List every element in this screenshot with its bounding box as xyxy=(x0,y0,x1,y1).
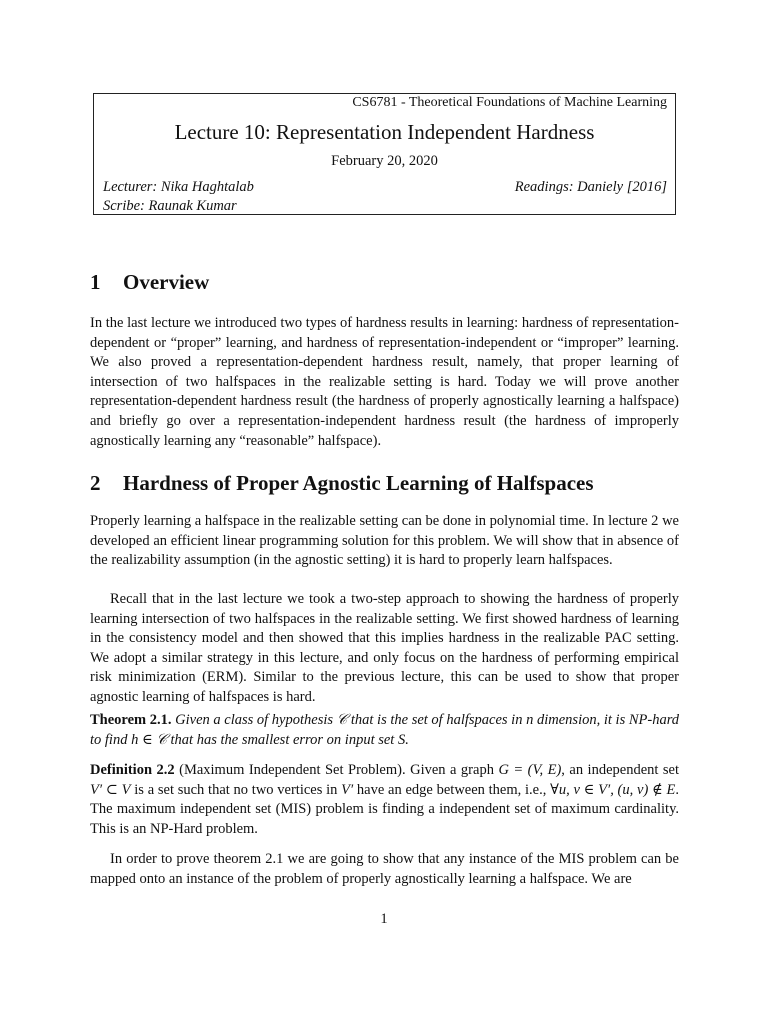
theorem-label: Theorem 2.1. xyxy=(90,712,172,728)
definition-label: Definition 2.2 xyxy=(90,762,175,778)
lecture-title: Lecture 10: Representation Independent Hardness xyxy=(174,120,595,144)
lecture-date: February 20, 2020 xyxy=(331,153,438,169)
readings-line: Readings: Daniely [2016] xyxy=(514,179,667,195)
theorem-text: Given a class of hypothesis 𝒞 that is the set of halfspaces in n dimension, it is NP-hard to find h ∈ 𝒞 that has the smallest error on input set S. xyxy=(90,712,680,748)
theorem-2-1 xyxy=(90,711,679,750)
definition-name: (Maximum Independent Set Problem). xyxy=(174,762,406,778)
section2-paragraph-2: Recall that in the last lecture we took a two-step approach to showing the hardness of properly learning intersection of two halfspaces in the realizable setting. We first showed hardness of learning in the consistency model and then showed that this implies hardness in the realizable PAC setting. We adopt a similar strategy in this lecture, and only focus on the hardness of performing empirical risk minimization (ERM). Similar to the previous lecture, this can be used to show that proper agnostic learning of halfspaces is hard. xyxy=(90,591,679,705)
section-heading-hardness xyxy=(90,471,594,496)
definition-2-2: Definition 2.2 (Maximum Independent Set Problem). Given a graph G = (V, E), an independent set V′ ⊂ V is a set such that no two vertices in V′ have an edge between them, i.e., ∀u, v ∈ V′, (u, v) ∉ E. The maximum independent set (MIS) problem is finding a independent set of maximum cardinality. This is an NP-Hard problem. xyxy=(90,762,680,837)
scribe-line: Scribe: Raunak Kumar xyxy=(103,198,237,214)
page-number: 1 xyxy=(380,911,388,927)
lecture-header-box xyxy=(93,93,676,215)
section-number: 2 xyxy=(90,471,101,495)
lecturer-line: Lecturer: Nika Haghtalab xyxy=(103,179,254,195)
section2-paragraph-1: Properly learning a halfspace in the realizable setting can be done in polynomial time. In lecture 2 we developed an efficient linear programming solution for this problem. We will show that in absence of the realizability assumption (in the agnostic setting) it is hard to properly learn halfspaces. xyxy=(90,513,679,569)
section-title: Overview xyxy=(123,270,210,294)
overview-paragraph: In the last lecture we introduced two types of hardness results in learning: hardness of representation-dependent or “proper” learning, and hardness of representation-independent or “improper” learning. We also proved a representation-dependent hardness result, namely, that proper learning of intersection of two halfspaces in the realizable setting is hard. Today we will prove another representation-dependent hardness result (the hardness of properly agnostically learning a halfspace) and briefly go over a representation-independent hardness result (the hardness of improperly agnostically learning any “reasonable” halfspace). xyxy=(90,315,679,449)
section-title: Hardness of Proper Agnostic Learning of Halfspaces xyxy=(123,471,594,495)
final-paragraph: In order to prove theorem 2.1 we are going to show that any instance of the MIS problem can be mapped onto an instance of the problem of properly agnostically learning a halfspace. We are xyxy=(90,851,679,887)
section-heading-overview xyxy=(90,270,209,295)
course-line: CS6781 - Theoretical Foundations of Machine Learning xyxy=(352,95,667,110)
section-number: 1 xyxy=(90,270,101,294)
